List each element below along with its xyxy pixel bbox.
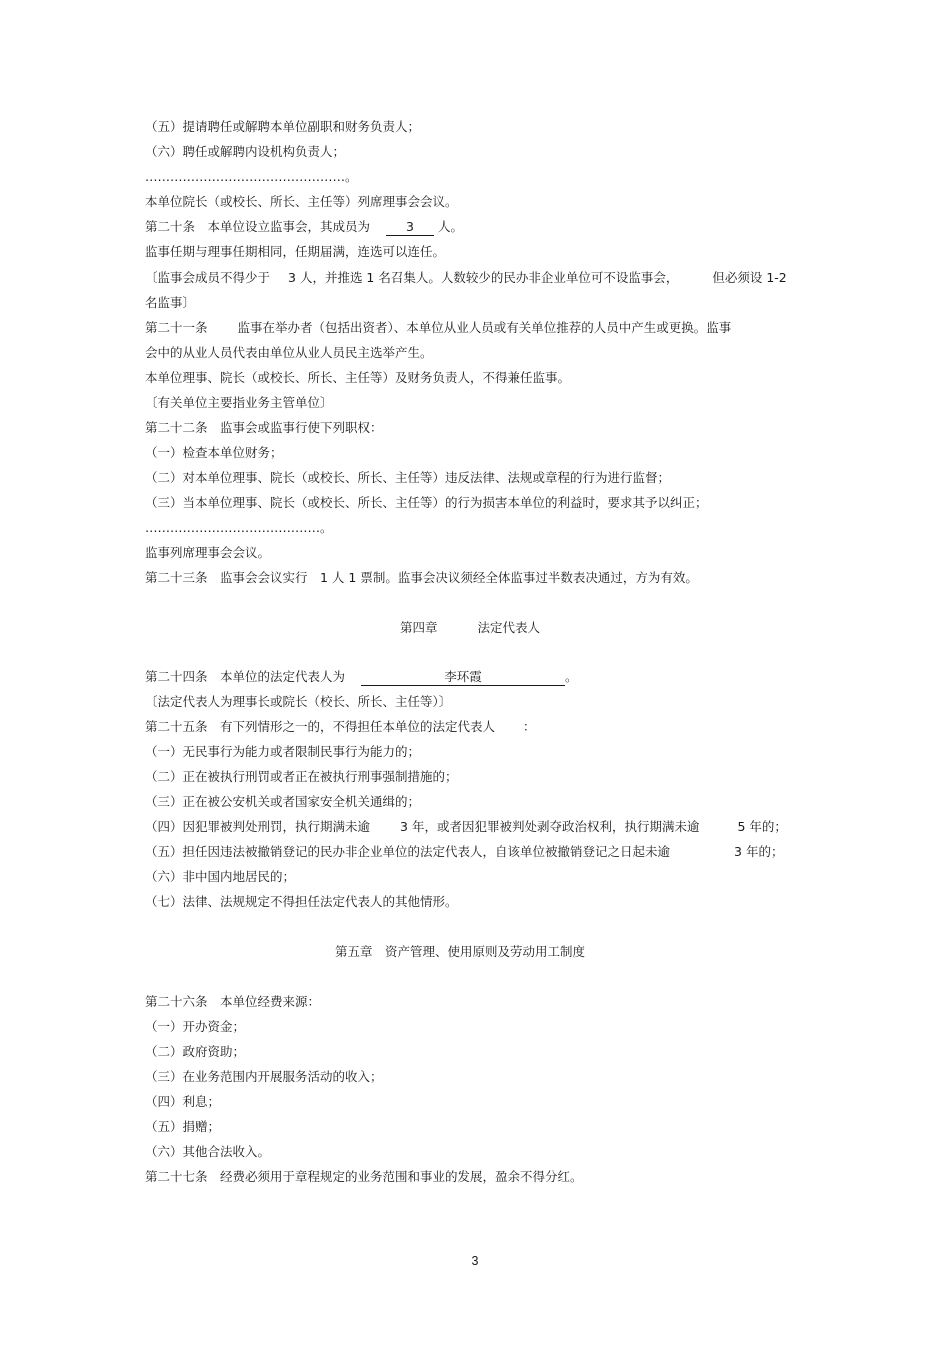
article-26-item-1: （一）开办资金； [145, 1019, 246, 1034]
article-24-end: 。 [565, 669, 578, 684]
article-26-item-2: （二）政府资助； [145, 1044, 246, 1059]
ellipsis-line: …………………………………………。 [145, 169, 358, 184]
article-23: 第二十三条 监事会会议实行 1 人 1 票制。监事会决议须经全体监事过半数表决通过，方为有效。 [145, 570, 698, 585]
note-competent-unit: 〔有关单位主要指业务主管单位〕 [145, 395, 333, 410]
article-22-item-2: （二）对本单位理事、院长（或校长、所长、主任等）违反法律、法规或章程的行为进行监督； [145, 470, 671, 485]
article-22: 第二十二条 监事会或监事行使下列职权： [145, 420, 383, 435]
legal-rep-name-field: 李环霞 [361, 669, 565, 686]
note-part-2: 3 人，并推选 1 名召集人。人数较少的民办非企业单位可不设监事会， [288, 270, 679, 285]
article-25-item-6: （六）非中国内地居民的； [145, 869, 296, 884]
article-20-text: 第二十条 本单位设立监事会，其成员为 [145, 219, 371, 234]
article-21-cont: 会中的从业人员代表由单位从业人员民主选举产生。 [145, 345, 433, 360]
article-21-label: 第二十一条 [145, 320, 208, 335]
para-supervisor-attend: 监事列席理事会会议。 [145, 545, 271, 560]
para-director-attend: 本单位院长（或校长、所长、主任等）列席理事会会议。 [145, 194, 458, 209]
article-26-item-6: （六）其他合法收入。 [145, 1144, 271, 1159]
article-26-item-5: （五）捐赠； [145, 1119, 221, 1134]
article-22-item-3: （三）当本单位理事、院长（或校长、所长、主任等）的行为损害本单位的利益时，要求其予以纠正； [145, 495, 708, 510]
item-4-part-1: （四）因犯罪被判处刑罚，执行期满未逾 [145, 819, 371, 834]
para-item-5: （五）提请聘任或解聘本单位副职和财务负责人； [145, 119, 421, 134]
article-25-colon: ： [523, 719, 536, 734]
item-5-part-1: （五）担任因违法被撤销登记的民办非企业单位的法定代表人，自该单位被撤销登记之日起未逾 [145, 844, 671, 859]
article-25 [145, 719, 536, 735]
note-supervisor-members [145, 270, 787, 286]
article-20 [145, 219, 463, 236]
article-24-text: 第二十四条 本单位的法定代表人为 [145, 669, 346, 684]
article-26: 第二十六条 本单位经费来源： [145, 994, 321, 1009]
article-26-item-3: （三）在业务范围内开展服务活动的收入； [145, 1069, 383, 1084]
para-supervisor-term: 监事任期与理事任期相同，任期届满，连选可以连任。 [145, 244, 446, 259]
chapter-4-number: 第四章 [400, 620, 438, 635]
article-25-item-5 [145, 844, 783, 860]
page-number: 3 [471, 1254, 479, 1268]
article-27: 第二十七条 经费必须用于章程规定的业务范围和事业的发展，盈余不得分红。 [145, 1169, 583, 1184]
article-25-text: 第二十五条 有下列情形之一的，不得担任本单位的法定代表人 [145, 719, 496, 734]
article-25-item-7: （七）法律、法规规定不得担任法定代表人的其他情形。 [145, 894, 458, 909]
chapter-4-title: 法定代表人 [477, 620, 541, 635]
note-part-1: 〔监事会成员不得少于 [145, 270, 271, 285]
para-not-concurrent: 本单位理事、院长（或校长、所长、主任等）及财务负责人，不得兼任监事。 [145, 370, 571, 385]
article-22-item-1: （一）检查本单位财务； [145, 445, 283, 460]
article-20-unit: 人。 [437, 219, 463, 234]
article-21-text: 监事在举办者（包括出资者）、本单位从业人员或有关单位推荐的人员中产生或更换。监事 [237, 320, 732, 335]
chapter-4-heading [400, 620, 540, 636]
article-21 [145, 320, 731, 336]
article-25-item-4 [145, 819, 787, 835]
chapter-5-heading: 第五章 资产管理、使用原则及劳动用工制度 [335, 944, 586, 959]
note-part-3: 但必须设 1-2 [712, 270, 787, 285]
note-supervisor-end: 名监事〕 [145, 295, 196, 310]
ellipsis-line-2: ……………………………………。 [145, 520, 333, 535]
note-legal-rep: 〔法定代表人为理事长或院长（校长、所长、主任等）〕 [145, 694, 452, 709]
article-26-item-4: （四）利息； [145, 1094, 221, 1109]
item-4-part-3: 5 年的； [737, 819, 787, 834]
item-5-part-2: 3 年的； [734, 844, 784, 859]
supervisor-count-field: 3 [386, 219, 434, 236]
article-25-item-2: （二）正在被执行刑罚或者正在被执行刑事强制措施的； [145, 769, 458, 784]
para-item-6: （六）聘任或解聘内设机构负责人； [145, 144, 346, 159]
item-4-part-2: 3 年，或者因犯罪被判处剥夺政治权利，执行期满未逾 [400, 819, 700, 834]
article-25-item-1: （一）无民事行为能力或者限制民事行为能力的； [145, 744, 421, 759]
article-25-item-3: （三）正在被公安机关或者国家安全机关通缉的； [145, 794, 421, 809]
article-24 [145, 669, 578, 686]
